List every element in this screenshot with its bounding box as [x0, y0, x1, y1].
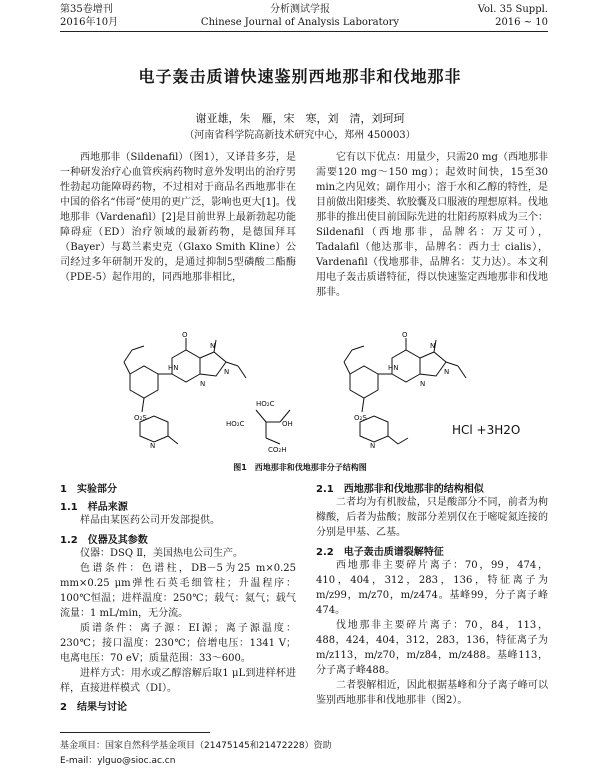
svg-text:N: N: [420, 380, 426, 388]
section-2-2-para-1: 西地那非主要碎片离子：70，99，474，410，404，312，283，136，特征离子为m/z99，m/z70，m/z474。基峰99，分子离子峰474。: [316, 560, 548, 616]
figure-molecular-structures: [60, 330, 548, 460]
vardenafil-structure: [344, 338, 466, 444]
svg-text:HO₂C: HO₂C: [226, 420, 245, 428]
svg-text:O₂S: O₂S: [134, 414, 147, 422]
svg-text:CO₂H: CO₂H: [268, 446, 287, 454]
header-date-en: 2016 ~ 10: [495, 17, 548, 28]
svg-text:N: N: [210, 342, 216, 350]
section-2-1-heading: 2.1 西地那非和伐地那非的结构相似: [316, 484, 484, 495]
article-authors: 谢亚雄，朱 雁，宋 寒，刘 清，刘珂珂: [195, 112, 405, 125]
intro-right-paragraph: 它有以下优点：用量少，只需20 mg（西地那非需要120 mg～150 mg）；起效时间快，15至30 min之内见效；副作用小；溶于水和乙醇的特性，是目前做出阳痿类、软胶囊及口服液的理想原料。伐地那非的推出使目前国际先进的壮阳药原料成为三个：Sildenafil（西地那非，品牌名：万艾可），Tadalafil（他达那非，品牌名：西力士 cialis），Vardenafil（伐地那非，品牌名：艾力达）。本文利用电子轰击质谱特征，得以快速鉴定西地那非和伐地那非。: [316, 152, 548, 298]
section-2-2-para-3: 二者裂解相近，因此根据基峰和分子离子峰可以鉴别西地那非和伐地那非（图2）。: [316, 680, 548, 706]
section-1-1-text: 样品由某医药公司开发部提供。: [80, 515, 220, 526]
svg-text:HN: HN: [168, 364, 179, 372]
section-2-heading: 2 结果与讨论: [60, 702, 127, 713]
intro-left-paragraph: 西地那非（Sildenafil）（图1），又译昔多芬，是一种研发治疗心血管疾病药物时意外发明出的治疗男性勃起功能障碍药物，不过相对于商品名西地那非在中国的俗名“伟哥”使用的更广泛，影响也更大[1]。伐地那非（Vardenafil）[2]是目前世界上最新勃起功能障碍症（ED）治疗领域的最新药物，是德国拜耳（Bayer）与葛兰素史克（Glaxo Smith Kline）公司经过多年研制开发的，是通过抑制5型磷酸二酯酶（PDE-5）起作用的，同西地那非相比，: [60, 152, 296, 283]
section-1-2-para-2: 色谱条件：色谱柱，DB－5为25 m×0.25 mm×0.25 μm弹性石英毛细管柱；升温程序：100℃恒温；进样温度：250℃；载气：氦气；载气流量：1 mL/min，无分流。: [60, 563, 296, 619]
header-rule: [60, 31, 548, 32]
header-journal-en: Chinese Journal of Analysis Laboratory: [200, 17, 400, 28]
header-journal-cn: 分析测试学报: [270, 4, 330, 15]
svg-text:N: N: [224, 368, 230, 376]
svg-text:N: N: [370, 442, 376, 450]
header-volume-cn: 第35卷增刊: [60, 4, 113, 15]
svg-text:HN: HN: [388, 364, 399, 372]
section-2-1-text: 二者均为有机胺盐，只是酸部分不同，前者为枸橼酸，后者为盐酸；胺部分差别仅在于嘧啶氮连接的分别是甲基、乙基。: [316, 497, 548, 538]
hcl-label: HCl +3H2O: [452, 423, 521, 437]
section-1-2-para-1: 仪器：DSQ Ⅱ，美国热电公司生产。: [80, 548, 244, 559]
svg-text:O: O: [402, 331, 408, 339]
article-affiliation: （河南省科学院高新技术研究中心，郑州 450003）: [184, 130, 416, 141]
footnote-rule: [60, 732, 210, 733]
header-date-cn: 2016年10月: [60, 17, 119, 28]
section-1-2-para-3: 质谱条件：离子源：EI源；离子源温度：230℃；接口温度：230℃；倍增电压：1341 V；电离电压：70 eV；质量范围：33～600。: [60, 623, 296, 664]
section-1-2-heading: 1.2 仪器及其参数: [60, 535, 148, 546]
article-title: 电子轰击质谱快速鉴别西地那非和伐地那非: [138, 67, 462, 86]
section-1-heading: 1 实验部分: [60, 484, 117, 495]
svg-text:N: N: [444, 368, 450, 376]
section-1-1-heading: 1.1 样品来源: [60, 502, 128, 513]
svg-text:OH: OH: [282, 420, 293, 428]
section-2-2-para-2: 伐地那非主要碎片离子：70，84，113，488，424，404，312，283，136，特征离子为m/z113，m/z70，m/z84，m/z488。基峰113，分子离子峰488。: [316, 620, 548, 676]
section-2-2-heading: 2.2 电子轰击质谱裂解特征: [316, 547, 444, 558]
svg-text:HO₂C: HO₂C: [256, 400, 275, 408]
sildenafil-structure: [124, 338, 290, 444]
svg-text:O: O: [182, 331, 188, 339]
svg-text:O₂S: O₂S: [354, 414, 367, 422]
figure-caption: 图1 西地那非和伐地那非分子结构图: [233, 463, 367, 472]
section-1-2-para-4: 进样方式：用水或乙醇溶解后取1 μL到进样杯进样，直接进样模式（DI）。: [60, 668, 296, 694]
footnote-fund: 基金项目：国家自然科学基金项目（21475145和21472228）资助: [60, 741, 332, 751]
footnote-email: E-mail：ylguo@sioc.ac.cn: [60, 756, 176, 766]
svg-text:N: N: [150, 442, 156, 450]
header-volume-en: Vol. 35 Suppl.: [477, 4, 548, 15]
svg-text:N: N: [430, 342, 436, 350]
svg-text:N: N: [200, 380, 206, 388]
